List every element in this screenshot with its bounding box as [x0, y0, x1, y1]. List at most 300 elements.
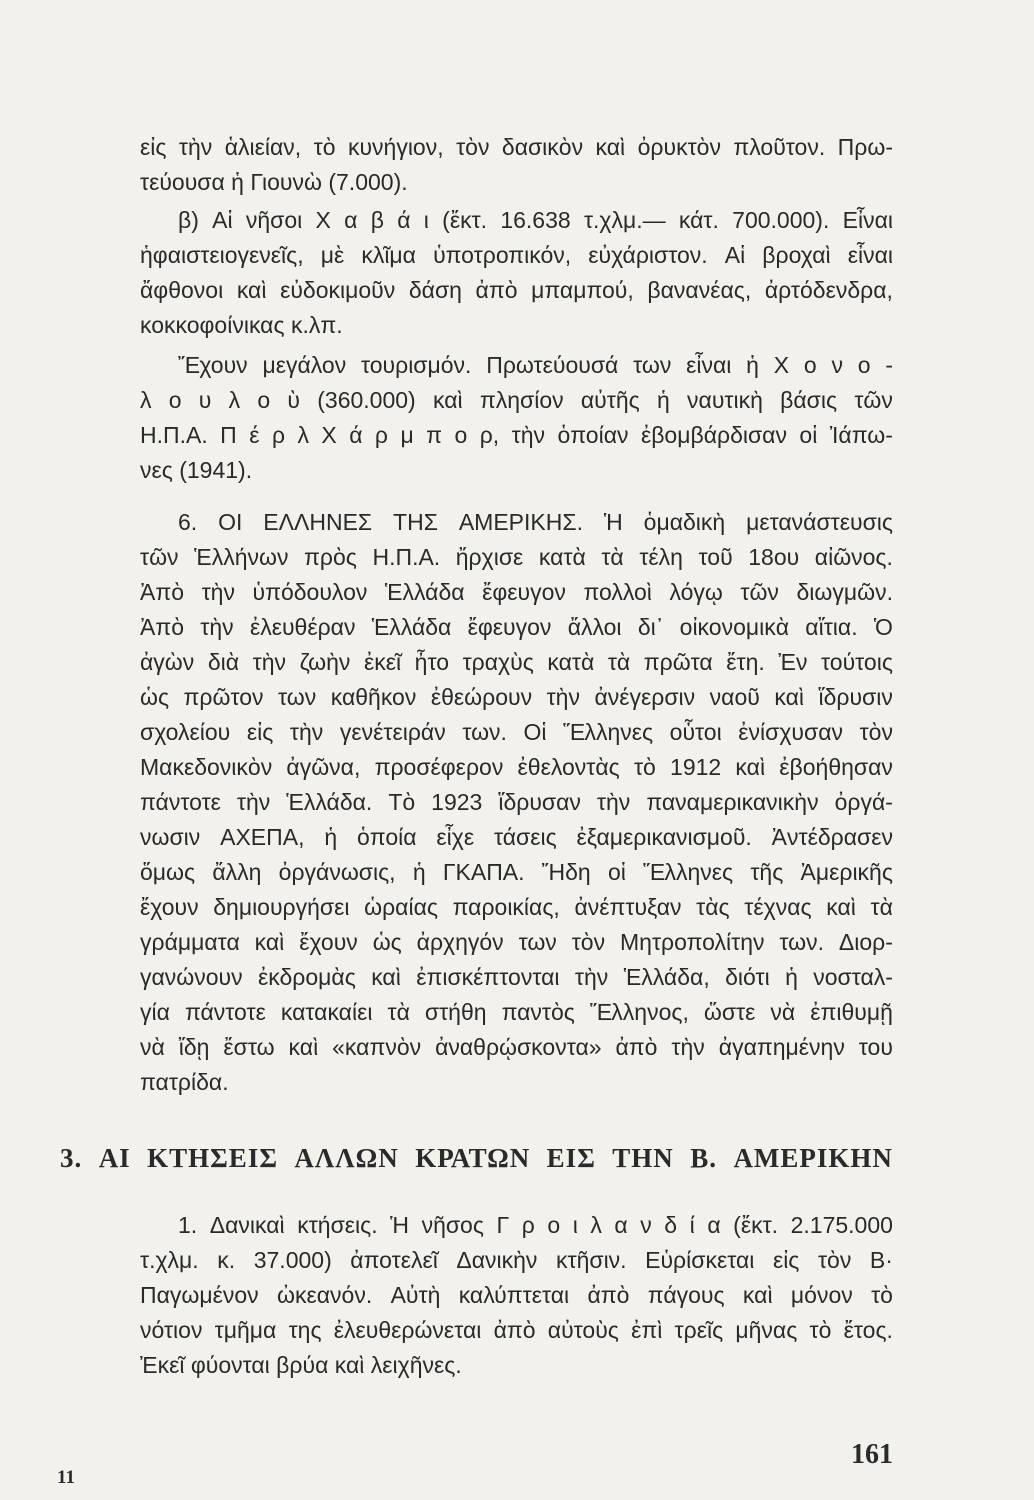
text-line [140, 575, 893, 610]
word: ι [423, 207, 429, 233]
text-line: πατρίδα. [140, 1069, 229, 1095]
word: αἰῶνος. [814, 544, 893, 570]
word: ὡς [372, 929, 402, 955]
word: Ἑλλάδα [384, 579, 465, 605]
word: βανανέας, [647, 277, 752, 303]
word: 700.000). [732, 207, 830, 233]
word: ἁλιείαν, [224, 134, 302, 160]
word: Παγωμένον [140, 1282, 259, 1308]
word: αὐτοὺς [547, 1317, 619, 1343]
word: (ἔκτ. [442, 207, 488, 233]
word: δάση [408, 277, 462, 303]
word: πολλοὶ [583, 579, 652, 605]
word: ρ [521, 1212, 535, 1238]
word: των [278, 684, 317, 710]
word: σχολείου [140, 719, 231, 745]
text-line [140, 645, 893, 680]
word: των [518, 929, 557, 955]
word: ΤΗΣ [393, 509, 438, 535]
word: ἵδρυσιν [818, 684, 893, 710]
word: Δανικὴν [456, 1247, 538, 1273]
word: ΓΚΑΠΑ. [442, 859, 525, 885]
word: τουρισμόν. [360, 352, 472, 378]
word: παναμερικανικὴν [646, 789, 819, 815]
text-line [140, 610, 893, 645]
text-line [140, 238, 893, 273]
word: ΑΙ [98, 1143, 131, 1173]
word: ἐθελοντὰς [517, 754, 620, 780]
text-line [140, 1208, 893, 1243]
word: παντὸς [501, 999, 575, 1025]
word: διωγμῶν. [796, 579, 893, 605]
word: έ [249, 422, 260, 448]
word: ὀρυκτὸν [637, 134, 721, 160]
word: εἰς [772, 1247, 800, 1273]
word: Πρωτεύουσά [486, 352, 619, 378]
word: Διορ- [838, 929, 893, 955]
word: Ἀμερικῆς [800, 859, 893, 885]
word: τὴν [200, 614, 234, 640]
word: ΑΛΛΩΝ [294, 1143, 399, 1173]
word: τ.χλμ. [140, 1247, 199, 1273]
word: Εἶναι [842, 207, 893, 233]
word: Ἑλλάδα. [286, 789, 373, 815]
word: μῆνας [735, 1317, 798, 1343]
word: λ [297, 422, 309, 448]
page-number: 161 [851, 1439, 893, 1470]
word: τὸ [313, 134, 336, 160]
word: 16.638 [500, 207, 571, 233]
word: ρ [271, 422, 286, 448]
word: τὰ [601, 544, 624, 570]
word: α [614, 1212, 628, 1238]
word: της [288, 1317, 322, 1343]
word: νῆσοι [245, 207, 303, 233]
word: ἐκεῖ [363, 649, 402, 675]
word: τῶν [140, 544, 179, 570]
word: καὶ [595, 134, 626, 160]
word: τάσεις [493, 824, 557, 850]
word: ΑΜΕΡΙΚΗΝ [733, 1143, 893, 1173]
word: τὴν [671, 1034, 705, 1060]
text-line [140, 505, 893, 540]
word: Ἡ [603, 509, 623, 535]
word: καθῆκον [330, 684, 417, 710]
word: Οἱ [523, 719, 547, 745]
word: του [858, 1034, 893, 1060]
word: τὰ [387, 999, 410, 1025]
word: ἔφευγον [482, 579, 566, 605]
word: Η.Π.Α. [140, 422, 208, 448]
word: ἀπὸ [475, 277, 518, 303]
word: ΑΧΕΠΑ, [220, 824, 305, 850]
word: τὸ [809, 1317, 832, 1343]
text-line [140, 995, 893, 1030]
word: τὰς [696, 894, 730, 920]
word: ὅμως [140, 859, 196, 885]
word: οἰκονομικὰ [679, 614, 790, 640]
paragraph [140, 203, 893, 343]
word: Ἰάπω- [829, 422, 893, 448]
word: Ἕλληνος, [589, 999, 689, 1025]
word: ἔφευγον [467, 614, 552, 640]
word: Ἤδη [541, 859, 591, 885]
word: ἡ [746, 352, 759, 378]
word: ἐβοήθησαν [779, 754, 893, 780]
word: ο [547, 1212, 561, 1238]
word: στήθη [424, 999, 487, 1025]
word: ἐκδρομὰς [258, 964, 356, 990]
word: ὑποτροπικόν, [433, 242, 572, 268]
word: λ [590, 1212, 602, 1238]
text-line: τεύουσα ἡ Γιουνὼ (7.000). [140, 169, 408, 195]
text-line [140, 418, 893, 453]
word: ἀρτόδενδρα, [764, 277, 893, 303]
text-line [140, 750, 893, 785]
word: ν [831, 352, 843, 378]
word: Μητροπολίτην [620, 929, 765, 955]
word: τὴν [201, 579, 235, 605]
word: μόνον [790, 1282, 853, 1308]
word: Ἑλλάδα, [623, 964, 710, 990]
word: Ἔχουν [178, 352, 248, 378]
word: α [707, 1212, 721, 1238]
text-line [140, 960, 893, 995]
word: βάσις [780, 387, 838, 413]
word: τούτοις [821, 649, 893, 675]
word: τὸ [633, 754, 656, 780]
word: ἐπιθυμῇ [810, 999, 893, 1025]
word: καὶ [826, 894, 856, 920]
word: των. [462, 719, 507, 745]
word: τέχνας [744, 894, 812, 920]
word: νωσιν [140, 824, 201, 850]
word: ἡφαιστειογενεῖς, [140, 242, 304, 268]
word: ν [640, 1212, 652, 1238]
word: λ [228, 387, 241, 413]
word: ἐπισκέπτονται [416, 964, 560, 990]
word: λ [140, 387, 152, 413]
text-line [140, 785, 893, 820]
paragraph [140, 348, 893, 488]
word: Χ [321, 422, 337, 448]
word: κτήσεις. [297, 1212, 378, 1238]
word: κτῆσιν. [556, 1247, 627, 1273]
word: ἀπὸ [615, 1034, 658, 1060]
word: των [633, 352, 672, 378]
word: τὴν [252, 649, 286, 675]
word: 2.175.000 [790, 1212, 893, 1238]
word: δασικὸν [501, 134, 584, 160]
word: αὐτῆς [580, 387, 640, 413]
word: ἀναθρῴσκοντα» [435, 1034, 602, 1060]
word: β [370, 207, 384, 233]
word: δημιουργήσει [213, 894, 350, 920]
text-line [140, 890, 893, 925]
word: ἀγῶνα, [286, 754, 361, 780]
word: Μακεδονικὸν [140, 754, 273, 780]
word: ΚΤΗΣΕΙΣ [147, 1143, 278, 1173]
text-line: Ἐκεῖ φύονται βρύα καὶ λειχῆνες. [140, 1352, 462, 1378]
word: ΤΗΝ [612, 1143, 674, 1173]
word: Ἕλληνες [563, 719, 654, 745]
word: ἐξαμερικανισμοῦ. [576, 824, 752, 850]
text-line [140, 1313, 893, 1348]
word: ΚΡΑΤΩΝ [415, 1143, 531, 1173]
word: βροχαὶ [762, 242, 831, 268]
word: π [426, 422, 443, 448]
word: κυνήγιον, [347, 134, 444, 160]
word: (360.000) [317, 387, 416, 413]
word: μεγάλον [262, 352, 347, 378]
word: παροικίας, [452, 894, 560, 920]
word: ὁμαδικὴ [643, 509, 726, 535]
text-line [140, 540, 893, 575]
word: Δανικαὶ [209, 1212, 285, 1238]
word: οἱ [607, 859, 626, 885]
word: πάντοτε [140, 789, 221, 815]
word: Τὸ [388, 789, 416, 815]
word: πάντοτε [184, 999, 266, 1025]
word: Ἕλληνες [643, 859, 734, 885]
text-line [140, 273, 893, 308]
word: ά [349, 422, 363, 448]
word: ἀπὸ [587, 1282, 630, 1308]
word: ἔχουν [140, 894, 199, 920]
word: ὡραίας [364, 894, 438, 920]
word: ναυτικὴ [687, 387, 763, 413]
word: τῶν [740, 579, 779, 605]
word: γενέτειράν [339, 719, 446, 745]
word: Π [220, 422, 237, 448]
word: ἐθεώρουν [430, 684, 533, 710]
word: Αὐτὴ [390, 1282, 441, 1308]
paragraph [140, 130, 893, 200]
word: Ἀντέδρασεν [771, 824, 893, 850]
word: γανώνουν [140, 964, 243, 990]
word: μετανάστευσις [746, 509, 893, 535]
word: τμῆμα [214, 1317, 277, 1343]
word: 6. [178, 509, 198, 535]
word: τὴν [574, 964, 609, 990]
word: ἔτη. [726, 649, 765, 675]
word: ο [168, 387, 182, 413]
word: εἰς [140, 134, 167, 160]
word: καὶ [742, 1282, 773, 1308]
text-line [140, 1243, 893, 1278]
word: νὰ [140, 1034, 165, 1060]
word: ρ, [479, 422, 500, 448]
word: ἀνέγερσιν [594, 684, 696, 710]
word: δ [664, 1212, 678, 1238]
word: ΕΙΣ [546, 1143, 596, 1173]
word: ι [572, 1212, 578, 1238]
word: ά [397, 207, 411, 233]
word: ἀνέπτυξαν [574, 894, 682, 920]
word: των. [779, 929, 824, 955]
word: 1923 [431, 789, 483, 815]
word: Ἑλλάδα [371, 614, 452, 640]
word: Β· [869, 1247, 893, 1273]
word: Εὑρίσκεται [645, 1247, 755, 1273]
word: ο [803, 352, 817, 378]
text-line [140, 348, 893, 383]
word: ὑπόδουλον [252, 579, 368, 605]
word: πλησίον [479, 387, 564, 413]
word: τὴν [178, 134, 213, 160]
word: τραχὺς [462, 649, 534, 675]
word: ο [454, 422, 468, 448]
paragraph [140, 505, 893, 1100]
word: τῶν [854, 387, 893, 413]
word: εἶναι [847, 242, 893, 268]
word: ἐλευθέραν [249, 614, 356, 640]
word: ΟΙ [218, 509, 243, 535]
word: δι᾽ [637, 614, 664, 640]
word: 1912 [670, 754, 722, 780]
word: νῆσος [421, 1212, 484, 1238]
word: νοσταλ- [813, 964, 893, 990]
text-line [140, 715, 893, 750]
text-line: κοκκοφοίνικας κ.λπ. [140, 312, 343, 338]
word: εὐδοκιμοῦν [280, 277, 396, 303]
word: καὶ [288, 1034, 319, 1060]
word: ἄλλη [212, 859, 262, 885]
word: καὶ [774, 684, 804, 710]
word: Αἱ [212, 207, 233, 233]
word: «καπνὸν [332, 1034, 422, 1060]
word: κατὰ [538, 544, 586, 570]
word: τὸν [817, 1247, 852, 1273]
word: 18ου [748, 544, 800, 570]
word: κάτ. [678, 207, 719, 233]
word: ὥστε [703, 999, 756, 1025]
word: ο [257, 387, 271, 413]
text-line: νες (1941). [140, 457, 253, 483]
text-line [140, 820, 893, 855]
text-line [140, 855, 893, 890]
word: ἀγὼν [140, 649, 195, 675]
signature-mark: 11 [57, 1467, 75, 1488]
word: καὶ [254, 929, 285, 955]
word: β) [178, 207, 199, 233]
text-line [140, 130, 893, 165]
word: κατὰ [547, 649, 595, 675]
word: (ἔκτ. [733, 1212, 779, 1238]
word: ὠκεανόν. [277, 1282, 373, 1308]
word: ἀρχηγόν [416, 929, 504, 955]
word: μ [400, 422, 414, 448]
word: τέλη [639, 544, 683, 570]
text-line [140, 383, 893, 418]
word: τὰ [607, 649, 631, 675]
word: τὴν [289, 719, 324, 745]
word: ἵδρυσαν [498, 789, 581, 815]
word: τὸν [859, 719, 893, 745]
word: τὴν [546, 684, 580, 710]
word: 1. [178, 1212, 198, 1238]
word: ἡ [324, 824, 338, 850]
word: ἄφθονοι [140, 277, 224, 303]
word: Ἑλλήνων [194, 544, 289, 570]
word: τῆς [750, 859, 784, 885]
word: Β. [690, 1143, 717, 1173]
word: ὀργά- [834, 789, 893, 815]
word: τοῦ [698, 544, 733, 570]
word: ἡ [412, 859, 426, 885]
word: γία [140, 999, 170, 1025]
word: γράμματα [140, 929, 240, 955]
word: ΕΛΛΗΝΕΣ [263, 509, 373, 535]
word: τὸ [871, 1282, 893, 1308]
word: κ. [217, 1247, 236, 1273]
word: - [885, 352, 893, 378]
word: μπαμπού, [531, 277, 634, 303]
word: ἄλλοι [567, 614, 622, 640]
word: οὗτοι [669, 719, 722, 745]
word: προσέφερον [374, 754, 504, 780]
word: τὴν [236, 789, 271, 815]
word: Αἱ [724, 242, 746, 268]
text-line [140, 1278, 893, 1313]
word: καὶ [236, 277, 267, 303]
text-line [140, 680, 893, 715]
word: ο [857, 352, 871, 378]
word: ἡ [656, 387, 670, 413]
word: ὡς [140, 684, 170, 710]
word: Ἀπὸ [140, 614, 185, 640]
word: ὁποίαν [557, 422, 629, 448]
word: ἐλευθερώνεται [333, 1317, 482, 1343]
word: Ἐν [778, 649, 808, 675]
paragraph [140, 1208, 893, 1383]
word: Πρω- [837, 134, 893, 160]
word: ρ [374, 422, 389, 448]
word: ί [689, 1212, 695, 1238]
word: 37.000) [253, 1247, 332, 1273]
word: ἐβομβάρδισαν [640, 422, 787, 448]
word: υ [198, 387, 212, 413]
word: ὁποία [357, 824, 417, 850]
word: καὶ [371, 964, 401, 990]
word: διότι [725, 964, 770, 990]
word: λόγῳ [669, 579, 723, 605]
word: Ὁ [873, 614, 893, 640]
word: Χ [773, 352, 790, 378]
word: τ.χλμ.— [583, 207, 666, 233]
word: καλύπτεται [458, 1282, 570, 1308]
word: τὸν [456, 134, 490, 160]
word: ἤρχισε [455, 544, 524, 570]
word: αἴτια. [805, 614, 858, 640]
word: τὴν [596, 789, 631, 815]
word: ἔστω [223, 1034, 275, 1060]
word: πρῶτα [643, 649, 713, 675]
word: κλῖμα [361, 242, 416, 268]
word: ἔτος. [843, 1317, 893, 1343]
text-line [140, 203, 893, 238]
word: ἀποτελεῖ [350, 1247, 438, 1273]
word: πάγους [647, 1282, 725, 1308]
word: Η.Π.Α. [372, 544, 441, 570]
word: εἰς [246, 719, 274, 745]
word: τὰ [870, 894, 893, 920]
word: διὰ [207, 649, 240, 675]
word: ἐπὶ [631, 1317, 663, 1343]
word: καὶ [735, 754, 766, 780]
word: Ἡ [390, 1212, 410, 1238]
word: ἐνίσχυσαν [738, 719, 843, 745]
